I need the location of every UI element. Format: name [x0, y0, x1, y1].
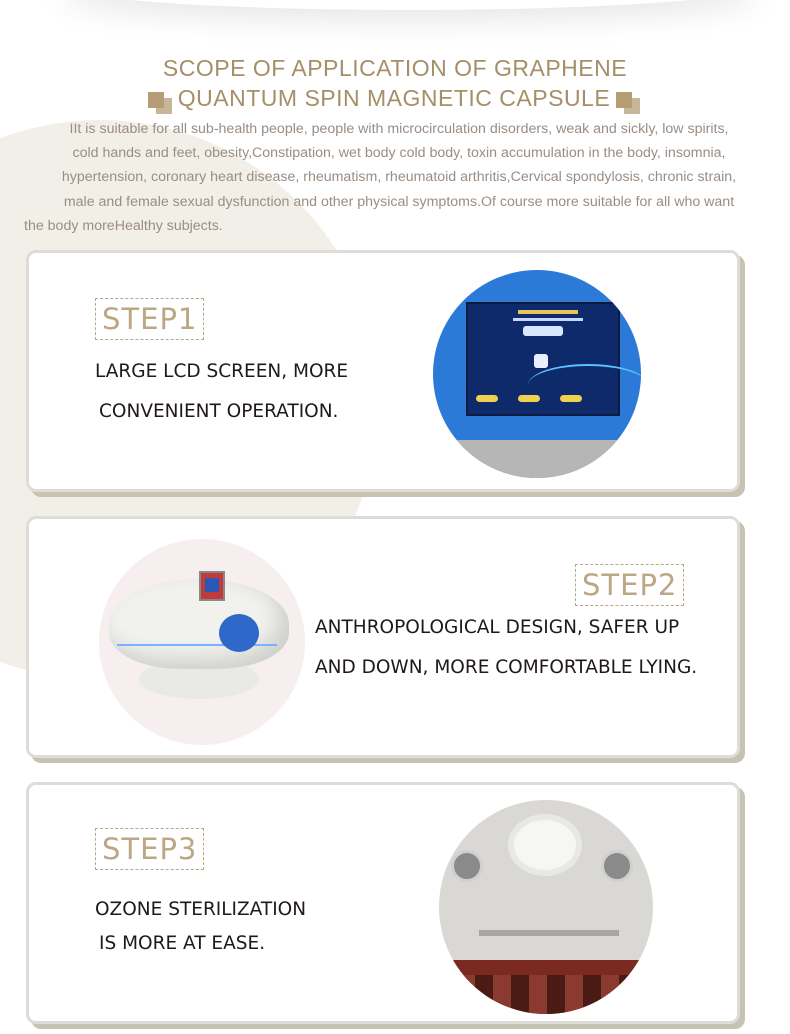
description-line: cold hands and feet, obesity,Constipation, wet body cold body, toxin accumulation in the body, insomnia,	[72, 145, 726, 162]
speaker-right-icon	[601, 850, 633, 882]
step1-card	[26, 250, 740, 492]
step1-text-line1: LARGE LCD SCREEN, MORE	[95, 361, 349, 382]
lcd-swoosh	[528, 364, 641, 406]
step2-text-line2: AND DOWN, MORE COMFORTABLE LYING.	[315, 657, 698, 678]
step2-text-line1: ANTHROPOLOGICAL DESIGN, SAFER UP	[315, 617, 680, 638]
description	[14, 117, 784, 238]
top-shadow	[60, 0, 760, 10]
speaker-left-icon	[451, 850, 483, 882]
step2-card	[26, 516, 740, 758]
title-line-2-row	[0, 85, 790, 112]
description-line: hypertension, coronary heart disease, rheumatism, rheumatoid arthritis,Cervical spondylosis, chronic strain,	[61, 169, 737, 186]
capsule-screen	[199, 571, 225, 601]
mat-pattern	[439, 975, 653, 1014]
lcd-subheader-bar	[513, 318, 583, 321]
step3-text-line1: OZONE STERILIZATION	[95, 899, 307, 920]
lcd-header-bar	[518, 310, 578, 314]
lcd-screen-photo	[433, 270, 641, 478]
power-icon	[534, 354, 548, 368]
step1-text-line2: CONVENIENT OPERATION.	[99, 401, 339, 422]
ornament-right-icon	[616, 92, 632, 108]
lcd-button-row	[476, 389, 610, 396]
wall	[433, 440, 641, 478]
capsule-opening	[219, 614, 259, 652]
step3-text-line2: IS MORE AT EASE.	[99, 933, 266, 954]
rail	[479, 930, 619, 936]
title-line-1: SCOPE OF APPLICATION OF GRAPHENE	[162, 55, 628, 81]
title-line-2: QUANTUM SPIN MAGNETIC CAPSULE	[177, 85, 611, 111]
ozone-lamp	[514, 820, 576, 870]
ozone-photo	[439, 800, 653, 1014]
capsule-photo	[99, 539, 305, 745]
lcd-panel	[466, 302, 620, 416]
description-line: IIt is suitable for all sub-health people, people with microcirculation disorders, weak and sickly, low spirits,	[69, 121, 729, 137]
lcd-timer	[523, 326, 563, 336]
step3-card	[26, 782, 740, 1024]
description-line: male and female sexual dysfunction and other physical symptoms.Of course more suitable for all who want	[63, 193, 735, 210]
step1-label: STEP1	[95, 298, 204, 340]
step3-label: STEP3	[95, 828, 204, 870]
description-line: the body moreHealthy subjects.	[24, 217, 223, 234]
step2-label: STEP2	[575, 564, 684, 606]
ornament-left-icon	[148, 92, 164, 108]
